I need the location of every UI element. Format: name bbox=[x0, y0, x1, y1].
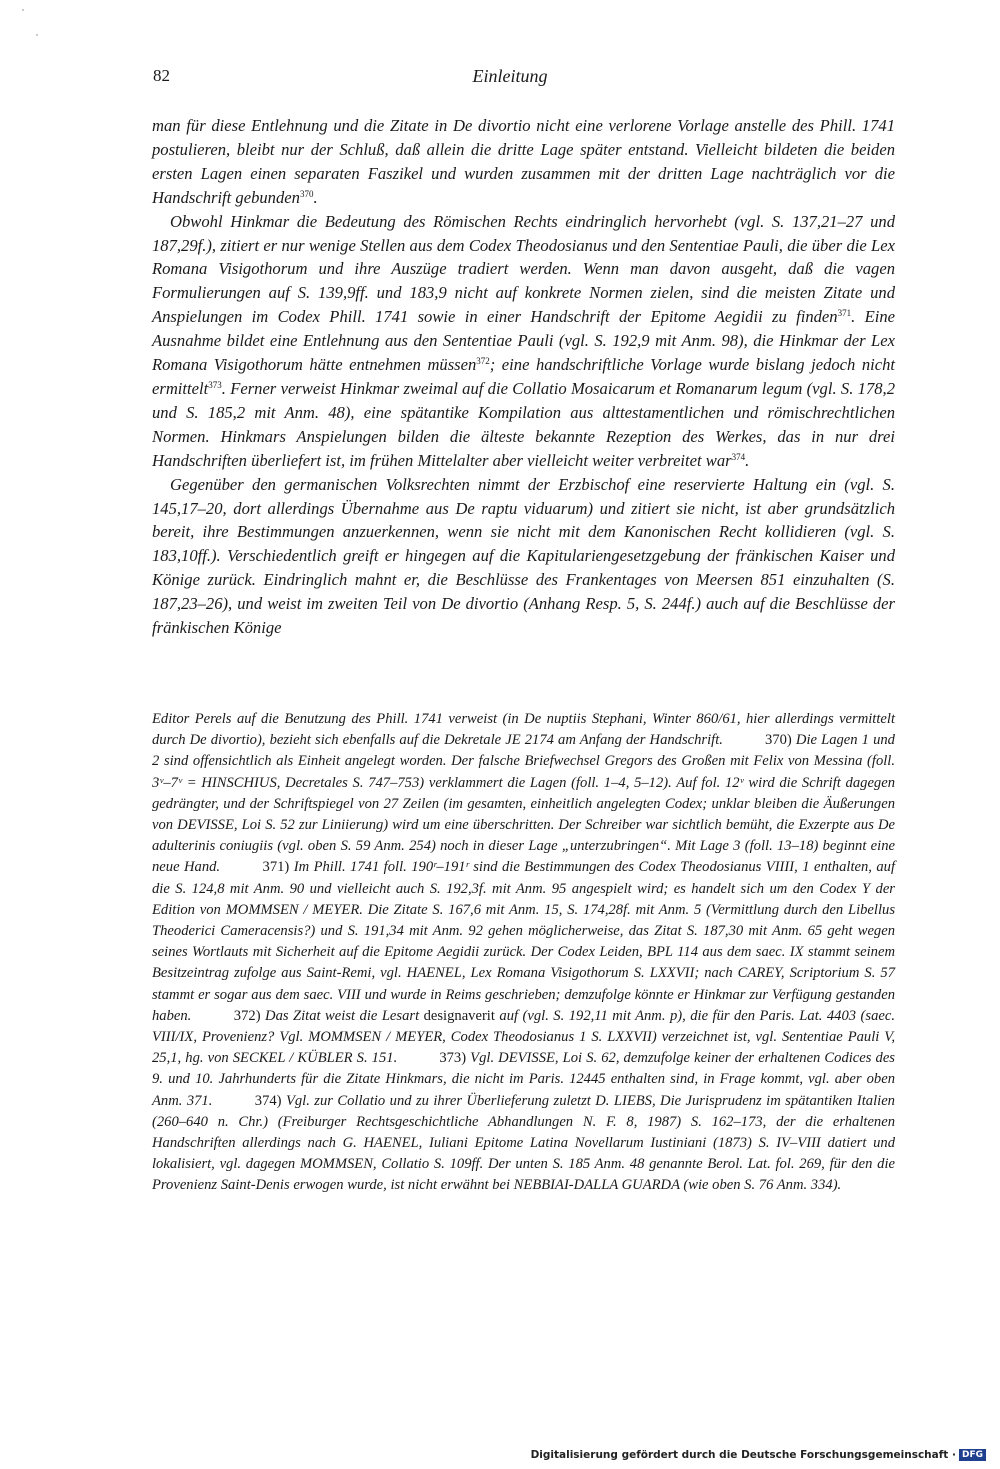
page-number: 82 bbox=[153, 66, 170, 85]
running-head: Einleitung bbox=[472, 66, 548, 86]
footnote-continuation: Editor Perels auf die Benutzung des Phill. 1741 verweist (in De nuptiis Stephani, Winter 860/61, hier allerdings vermittelt durch De divortio), bezieht sich ebenfalls auf die Dekretale JE 2174 am Anfang der Handschrift. bbox=[152, 711, 895, 749]
footnote-ref[interactable]: 372 bbox=[476, 356, 490, 367]
footnote-text: auf (vgl. S. 192,11 mit Anm. p), die für den Paris. Lat. 4403 (saec. VIII/IX, Provenienz? Vgl. MOMMSEN / MEYER, Codex Theodosianus 1 S. LXXVII) verzeichnet ist, vgl. Sententiae Pauli V, 25,1, hg. von SECKEL / KÜBLER S. 151. bbox=[152, 1007, 895, 1067]
scan-speck bbox=[22, 9, 24, 11]
footnote-upright-word: designaverit bbox=[423, 1007, 495, 1024]
footnote-ref[interactable]: 374 bbox=[731, 451, 746, 462]
paragraph: Gegenüber den germanischen Volksrechten nimmt der Erzbischof eine reservierte Haltung ein (vgl. S. 145,17–20, dort allerdings Übernahme aus De raptu viduarum) und zitiert sie nicht, ist aber grundsätzlich bereit, ihre Bestimmungen anzuerkennen, wenn sie nicht mit dem Kanonischen Recht kollidieren (vgl. S. 183,10ff.). Verschiedentlich greift er hingegen auf die Kapitulariengesetzgebung der fränkischen Kaiser und Könige zurück. Eindringlich mahnt er, die Beschlüsse des Frankentages von Meersen 851 einzuhalten (S. 187,23–26), und weist im zweiten Teil von De divortio (Anhang Resp. 5, S. 244f.) auch auf die Beschlüsse der fränkischen Könige bbox=[152, 474, 895, 638]
footnote-text: Die Lagen 1 und 2 sind offensichtlich als Einheit angelegt worden. Der falsche Briefwechsel Gregors des Großen mit Felix von Messina (foll. 3ᵛ–7ᵛ = HINSCHIUS, Decretales S. 747–753) verklammert die Lagen (foll. 1–4, 5–12). Auf fol. 12ᵛ wird die Schrift dagegen gedrängter, und der Schriftspiegel von 27 Zeilen (im gesamten, einheitlich angelegten Codex; unklar bleiben die Äußerungen von DEVISSE, Loi S. 52 zur Liniierung) wird um eine überschritten. Der Schreiber war sichtlich bemüht, die Exzerpte aus De adulterinis coniugiis (vgl. oben S. 59 Anm. 254) noch in dieser Lage „unterzubringen“. Mit Lage 3 (foll. 13–18) beginnt eine neue Hand. bbox=[152, 732, 895, 876]
footnote-text: Vgl. DEVISSE, Loi S. 62, demzufolge keiner der erhaltenen Codices des 9. und 10. Jahrhunderts für die Zitate Hinkmars, die nicht im Paris. 12445 enthalten sind, in Frage kommt, vgl. aber oben Anm. 371. bbox=[152, 1050, 895, 1109]
footnote-number: 370) bbox=[765, 732, 792, 749]
scan-speck bbox=[36, 34, 38, 36]
paragraph: man für diese Entlehnung und die Zitate in De divortio nicht eine verlorene Vorlage anstelle des Phill. 1741 postulieren, bleibt nur der Schluß, daß allein die dritte Lage später entstand. Vielleicht bildeten die beiden ersten Lagen einen separaten Faszikel und wurden zusammen mit der dritten Lage nachträglich vor die Handschrift gebunden$^{370}$. bbox=[152, 116, 895, 207]
dfg-logo-icon: DFG bbox=[959, 1449, 986, 1461]
footnote-ref[interactable]: 373 bbox=[208, 379, 222, 390]
main-text bbox=[152, 114, 895, 640]
digitization-credit bbox=[531, 1449, 986, 1461]
footnote-number: 372) bbox=[233, 1007, 261, 1024]
footnote-block bbox=[152, 709, 895, 1197]
footnote-text: Vgl. zur Collatio und zu ihrer Überlieferung zuletzt D. LIEBS, Die Jurisprudenz im spätantiken Italien (260–640 n. Chr.) (Freiburger Rechtsgeschichtliche Abhandlungen N. F. 8, 1987) S. 162–173, der die erhaltenen Handschriften allerdings nach G. HAENEL, Iuliani Epitome Latina Novellarum Iustiniani (1873) S. IV–VIII datiert und lokalisiert, vgl. dagegen MOMMSEN, Collatio S. 109ff. Der unten S. 185 Anm. 48 genannte Berol. Lat. fol. 269, für den die Provenienz Saint-Denis erwogen wurde, ist nicht erwähnt bei NEBBIAI-DALLA GUARDA (wie oben S. 76 Anm. 334). bbox=[152, 1092, 895, 1194]
footnote-ref[interactable]: 370 bbox=[299, 188, 314, 199]
footnotes bbox=[152, 709, 895, 1197]
footnote-ref[interactable]: 371 bbox=[837, 308, 852, 319]
footnote-number: 374) bbox=[254, 1092, 282, 1109]
footnote-text: Im Phill. 1741 foll. 190ʳ–191ʳ sind die Bestimmungen des Codex Theodosianus VIIII, 1 enthalten, auf die S. 124,8 mit Anm. 90 und vielleicht auch S. 192,3f. mit Anm. 95 angespielt wird; es handelt sich um den Codex Y der Edition von MOMMSEN / MEYER. Die Zitate S. 167,6 mit Anm. 15, S. 174,28f. mit Anm. 5 (Vermittlung durch den Libellus Theoderici Cameracensis?) und S. 191,34 mit Anm. 92 gehen möglicherweise, das Zitat S. 187,30 mit Anm. 65 geht wegen seines Wortlauts mit Sicherheit auf die Epitome Aegidii zurück. Der Codex Leiden, BPL 114 aus dem saec. IX stammt seinem Besitzeintrag zufolge aus Saint-Remi, vgl. HAENEL, Lex Romana Visigothorum S. LXXVII; nach CAREY, Scriptorium S. 57 stammt er sogar aus dem saec. VIII und wurde in Reims geschrieben; demzufolge könnte er Hinkmar zur Verfügung gestanden haben. bbox=[152, 859, 896, 1024]
credit-text: Digitalisierung gefördert durch die Deutsche Forschungsgemeinschaft · bbox=[530, 1449, 956, 1461]
paragraph: Obwohl Hinkmar die Bedeutung des Römischen Rechts eindringlich hervorhebt (vgl. S. 137,21–27 und 187,29f.), zitiert er nur wenige Stellen aus dem Codex Theodosianus und den Sententiae Pauli, die über die Lex Romana Visigothorum und ihre Auszüge tradiert werden. Wenn man davon ausgeht, daß die vagen Formulierungen auf S. 139,9ff. und 183,9 nicht auf konkrete Normen zielen, sind die meisten Zitate und Anspielungen im Codex Phill. 1741 sowie in einer Handschrift der Epitome Aegidii zu finden$^{371}$. Eine Ausnahme bildet eine Entlehnung aus den Sententiae Pauli (vgl. S. 192,9 mit Anm. 98), die Hinkmar der Lex Romana Visigothorum hätte entnehmen müssen$^{372}$; eine handschriftliche Vorlage wurde bislang jedoch nicht ermittelt$^{373}$. Ferner verweist Hinkmar zweimal auf die Collatio Mosaicarum et Romanarum legum (vgl. S. 178,2 und S. 185,2 mit Anm. 48), eine spätantike Kompilation aus alttestamentlichen und römischrechtlichen Normen. Hinkmars Anspielungen bilden die älteste bekannte Rezeption des Werkes, das in nur drei Handschriften überliefert ist, im frühen Mittelalter aber vielleicht weiter verbreitet war$^{374}$. bbox=[152, 211, 895, 470]
footnote-text: Das Zitat weist die Lesart bbox=[265, 1007, 420, 1024]
footnote-number: 371) bbox=[262, 859, 290, 876]
footnote-number: 373) bbox=[439, 1050, 467, 1067]
